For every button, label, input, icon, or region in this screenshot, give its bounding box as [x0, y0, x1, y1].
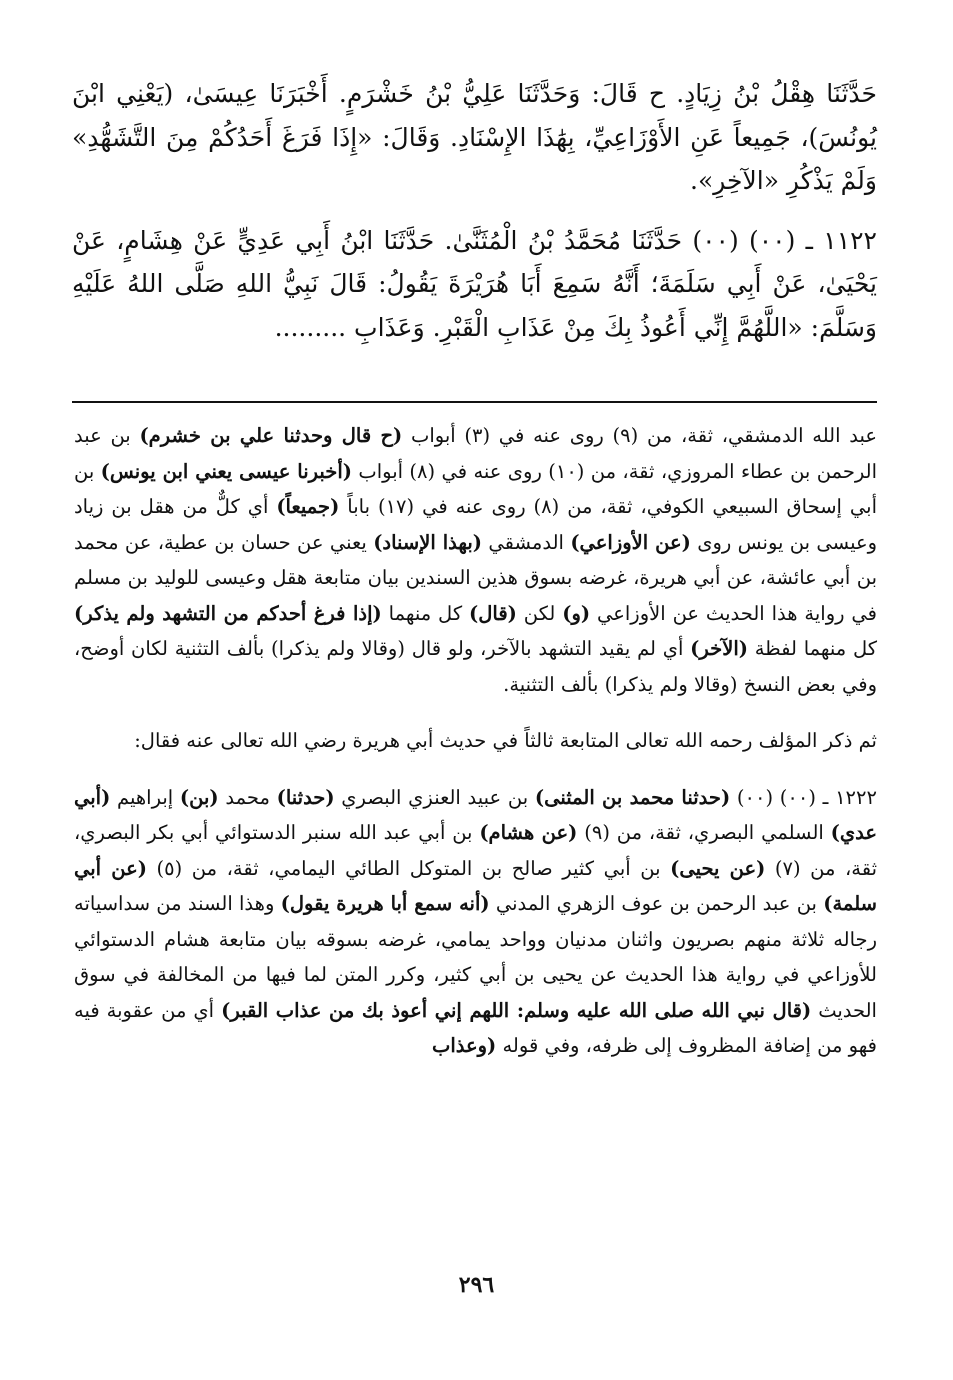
footnote-divider	[72, 401, 877, 403]
bold-quote-run: (قال)	[469, 601, 517, 625]
bold-quote-run: (عن الأوزاعي)	[570, 530, 691, 554]
text-run: بن عبيد العنزي البصري	[334, 785, 535, 809]
text-run: أي من عقوبة فيه فهو من إضافة المظروف إلى ظرفه، وفي قوله	[74, 998, 877, 1057]
hadith-text	[72, 72, 877, 349]
commentary-paragraph-3	[74, 780, 877, 1064]
bold-quote-run: (بن)	[179, 785, 219, 809]
text-run: بن أبي عبد الله سنبر الدستوائي أبي بكر البصري، ثقة، من (٧)	[74, 821, 878, 880]
text-run: كل منهما لفظة	[747, 637, 878, 660]
text-run: الدمشقي	[482, 530, 571, 554]
bold-quote-run: (أخبرنا عيسى يعني ابن يونس)	[100, 459, 353, 483]
text-run: بن أبي إسحاق السبيعي الكوفي، ثقة، من (٨) روى عنه في (١٧) باباً	[74, 459, 877, 518]
bold-quote-run: (عن هشام)	[479, 821, 578, 844]
bold-quote-run: (إذا فرغ أحدكم من التشهد ولم يذكر)	[74, 601, 382, 625]
bold-quote-run: (حدثنا محمد بن المثنى)	[534, 785, 731, 809]
text-run: ثم ذكر المؤلف رحمه الله تعالى المتابعة ثالثاً في حديث أبي هريرة رضي الله تعالى عنه فقال:	[134, 729, 877, 752]
text-run: أي لم يقيد التشهد بالآخر، ولو قال (وقالا ولم يذكرا) بألف التثنية لكان أوضح، وفي بعض النسخ (وقالا ولم يذكرا) بألف التثنية.	[74, 637, 877, 696]
bold-quote-run: (ح قال وحدثنا علي بن خشرم)	[139, 424, 403, 447]
bold-quote-run: (جميعاً)	[276, 495, 340, 518]
bold-quote-run: (أبي عدي)	[74, 785, 878, 844]
text-run: السلمي البصري، ثقة، من (٩)	[577, 821, 831, 844]
hadith-paragraph-2: ١١٢٢ ـ (٠٠) (٠٠) حَدَّثَنَا مُحَمَّدُ بْنُ الْمُثَنَّىٰ. حَدَّثَنَا ابْنُ أَبِي عَدِيٍّ عَنْ هِشَامٍ، عَنْ يَحْيَىٰ، عَنْ أَبِي سَلَمَةَ؛ أَنَّهُ سَمِعَ أَبَا هُرَيْرَةَ يَقُولُ: قَالَ نَبِيُّ اللهِ صَلَّى اللهُ عَلَيْهِ وَسَلَّمَ: «اللَّهُمَّ إِنِّي أَعُوذُ بِكَ مِنْ عَذَابِ الْقَبْرِ. وَعَذَابِ .........	[72, 225, 877, 342]
text-run: محمد	[218, 785, 277, 809]
bold-quote-run: (و)	[562, 601, 591, 625]
bold-quote-run: (عن يحيى)	[670, 856, 766, 880]
page-number: ٢٩٦	[458, 1272, 495, 1298]
text-run: وهذا السند من سداسياته رجاله ثلاثة منهم بصريون واثنان مدنيان وواحد يمامي، غرضه بسوقه بيان متابعة هشام الدستوائي للأوزاعي في رواية هذا الحديث عن يحيى بن أبي كثير، وكرر المتن لما فيها من المخالفة في سوق الحديث	[74, 892, 877, 1022]
commentary-paragraph-1	[74, 418, 877, 702]
commentary-paragraph-2	[74, 723, 877, 759]
text-run: كل منهما	[381, 601, 469, 625]
bold-quote-run: (قال نبي الله صلى الله عليه وسلم: اللهم إني أعوذ بك من عذاب القبر)	[221, 998, 812, 1022]
text-run: عبد الله الدمشقي، ثقة، من (٩) روى عنه في (٣) أبواب	[402, 424, 877, 447]
hadith-paragraph-1: حَدَّثَنَا هِقْلُ بْنُ زِيَادٍ. ح قَالَ: وَحَدَّثَنَا عَلِيُّ بْنُ خَشْرَمٍ. أَخْبَرَنَا عِيسَىٰ، (يَعْنِي ابْنَ يُونُسَ)، جَمِيعاً عَنِ الأَوْزَاعِيِّ، بِهَٰذَا الإِسْنَادِ. وَقَالَ: «إِذَا فَرَغَ أَحَدُكُمْ مِنَ التَّشَهُّدِ» وَلَمْ يَذْكُرِ «الآخِرِ».	[72, 79, 877, 195]
text-run: بن أبي كثير صالح بن المتوكل الطائي اليمامي، ثقة، من (٥)	[146, 856, 671, 880]
text-run: بن عبد الرحمن بن عوف الزهري المدني	[489, 892, 824, 915]
text-run: إبراهيم	[110, 785, 180, 809]
bold-quote-run: (حدثنا)	[276, 785, 335, 809]
text-run: ١٢٢٢ ـ (٠٠) (٠٠)	[730, 785, 877, 809]
text-run: بن عبد الرحمن بن عطاء المروزي، ثقة، من (١٠) روى عنه في (٨) أبواب	[74, 424, 877, 483]
bold-quote-run: (أنه سمع أبا هريرة يقول)	[280, 892, 490, 915]
bold-quote-run: (عن أبي سلمة)	[74, 856, 877, 915]
text-run: يعني عن حسان بن عطية، عن محمد بن أبي عائشة، عن أبي هريرة، غرضه بسوق هذين السندين بيان متابعة هقل وعيسى للوليد بن مسلم في رواية هذا الحديث عن الأوزاعي	[74, 530, 878, 625]
bold-quote-run: (الآخر)	[690, 637, 748, 660]
bold-quote-run: (وعذاب	[431, 1034, 497, 1057]
bold-quote-run: (بهذا الإسناد)	[373, 530, 483, 554]
text-run: أي كلٌّ من هقل بن زياد وعيسى بن يونس روى	[74, 495, 878, 554]
text-run: لكن	[516, 601, 563, 625]
commentary-text	[74, 418, 877, 1064]
